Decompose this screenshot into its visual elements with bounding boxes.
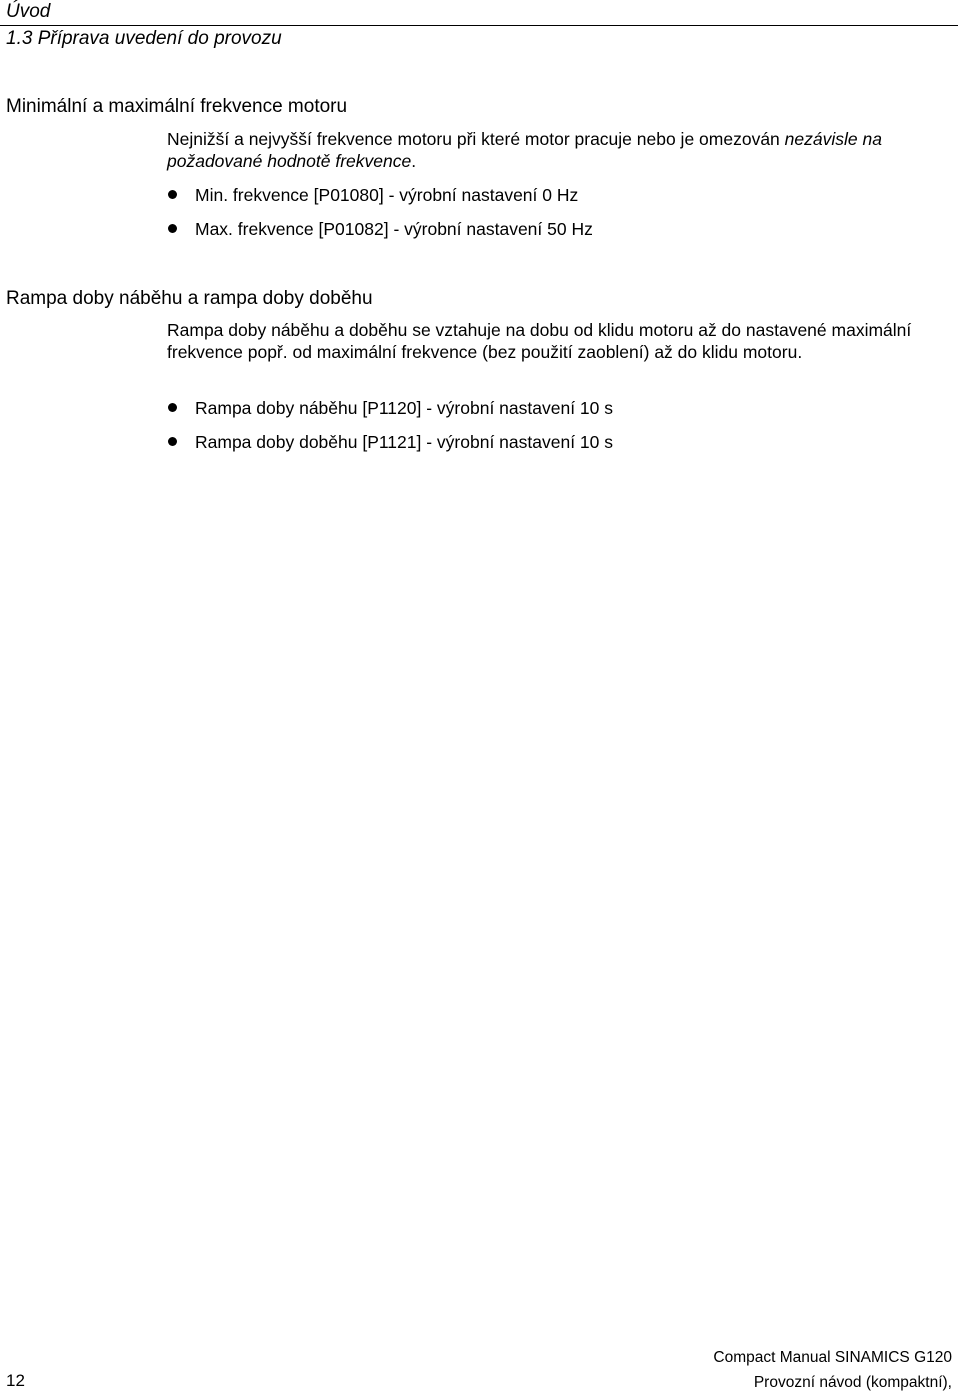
list-item-text: Min. frekvence [P01080] - výrobní nastavení 0 Hz — [195, 185, 579, 205]
list-item — [167, 218, 947, 252]
page-number: 12 — [6, 1371, 25, 1390]
heading-ramp-times: Rampa doby náběhu a rampa doby doběhu — [6, 288, 373, 309]
bullet-icon — [168, 403, 177, 412]
ramp-bullet-list — [167, 397, 947, 464]
list-item-text: Rampa doby náběhu [P1120] - výrobní nastavení 10 s — [195, 398, 614, 418]
frequency-bullet-list — [167, 184, 947, 251]
paragraph-end: . — [411, 150, 417, 171]
list-item — [167, 397, 947, 431]
list-item-text: Rampa doby doběhu [P1121] - výrobní nastavení 10 s — [195, 431, 614, 452]
page-header — [0, 0, 960, 52]
paragraph-frequency-limits — [167, 129, 957, 172]
list-item — [167, 184, 947, 218]
list-item — [167, 431, 947, 465]
paragraph-emphasis: nezávisle na požadované hodnotě frekvence — [167, 129, 882, 171]
heading-frequency-limits: Minimální a maximální frekvence motoru — [6, 96, 348, 117]
footer-document-type: Provozní návod (kompaktní), — [753, 1374, 952, 1391]
section-title: 1.3 Příprava uvedení do provozu — [6, 28, 282, 49]
chapter-title: Úvod — [6, 1, 51, 22]
list-item-text: Max. frekvence [P01082] - výrobní nastavení 50 Hz — [195, 218, 593, 239]
bullet-icon — [168, 190, 177, 199]
paragraph-text: Nejnižší a nejvyšší frekvence motoru při které motor pracuje nebo je omezován — [167, 129, 785, 149]
header-rule — [0, 25, 958, 26]
bullet-icon — [168, 224, 177, 233]
paragraph-ramp-times: Rampa doby náběhu a doběhu se vztahuje na dobu od klidu motoru až do nastavené maximální frekvence popř. od maximální frekvence (bez použití zaoblení) až do klidu motoru. — [167, 320, 912, 362]
footer-manual-title: Compact Manual SINAMICS G120 — [713, 1349, 952, 1366]
bullet-icon — [168, 437, 177, 446]
